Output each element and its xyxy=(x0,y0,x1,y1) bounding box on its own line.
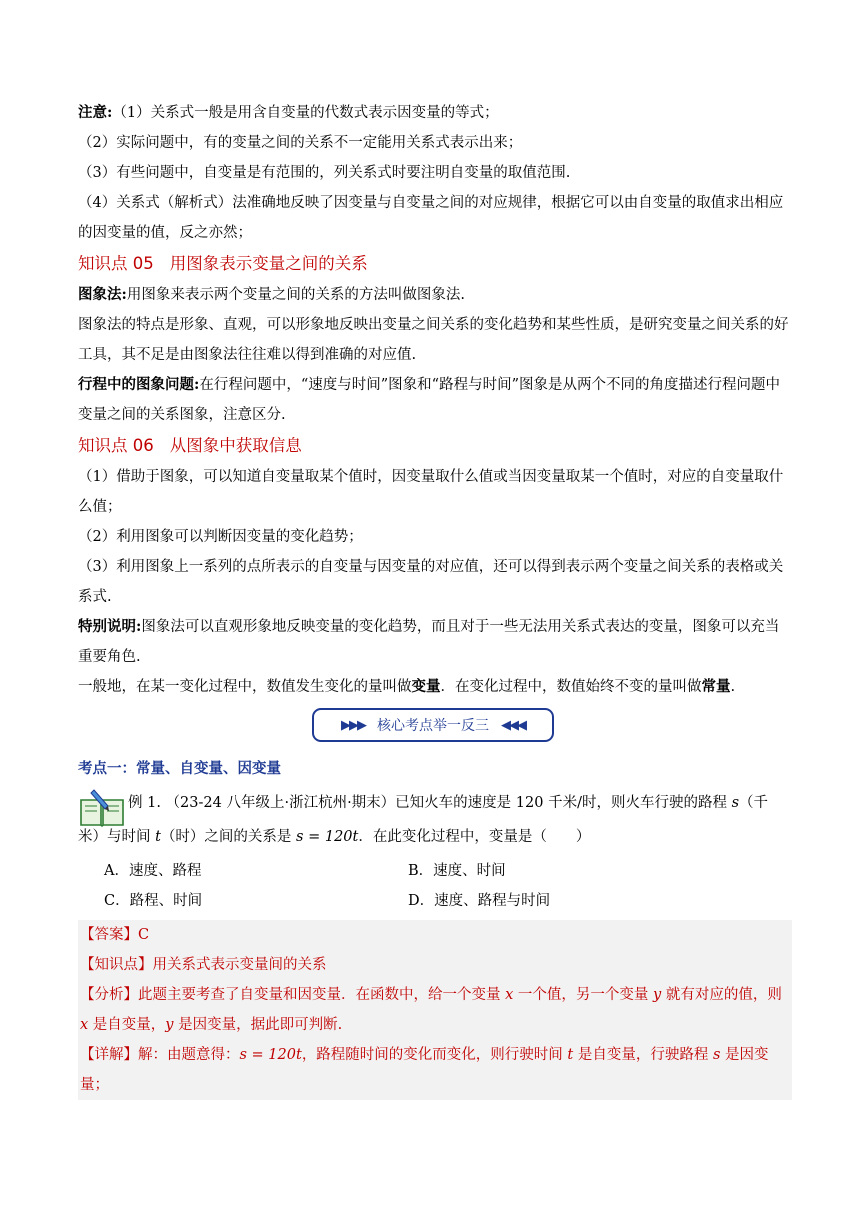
formula: s = 120t xyxy=(296,829,359,845)
example-1-line-2: 米）与时间 t（时）之间的关系是 s = 120t．在此变化过程中，变量是（ ） xyxy=(78,829,591,845)
book-pencil-icon xyxy=(78,788,126,828)
left-arrows-icon: ◀◀◀ xyxy=(501,717,525,733)
option-b[interactable]: B．速度、时间 xyxy=(408,863,506,879)
section-06-heading: 知识点 06 从图象中获取信息 xyxy=(78,436,302,455)
topic-1-heading: 考点一：常量、自变量、因变量 xyxy=(78,761,281,777)
core-topics-banner xyxy=(312,708,554,742)
core-topics-banner-wrap xyxy=(78,702,792,754)
note-3: （3）有些问题中，自变量是有范围的，列关系式时要注明自变量的取值范围. xyxy=(78,165,571,181)
solution-box xyxy=(78,920,792,1100)
section-05-heading: 知识点 05 用图象表示变量之间的关系 xyxy=(78,254,368,273)
note-2: （2）实际问题中，有的变量之间的关系不一定能用关系式表示出来； xyxy=(78,135,523,151)
info-point-2: （2）利用图象可以判断因变量的变化趋势； xyxy=(78,529,363,545)
special-note: 特别说明:图象法可以直观形象地反映变量的变化趋势，而且对于一些无法用关系式表达的变量，图象可以充当重要角色. xyxy=(78,618,780,665)
note-1: 注意:（1）关系式一般是用含自变量的代数式表示因变量的等式； xyxy=(78,104,499,121)
analysis-paragraph: 【分析】此题主要考查了自变量和因变量．在函数中，给一个变量 x 一个值，另一个变量 y 就有对应的值，则 x 是自变量，y 是因变量，据此即可判断. xyxy=(80,987,782,1033)
example-1 xyxy=(78,788,792,818)
graph-method-features: 图象法的特点是形象、直观，可以形象地反映出变量之间关系的变化趋势和某些性质，是研究变量之间关系的好工具，其不足是由图象法往往难以得到准确的对应值. xyxy=(78,317,789,363)
note-label: 注意: xyxy=(78,104,113,121)
knowledge-point-line: 【知识点】用关系式表示变量间的关系 xyxy=(80,957,327,973)
right-arrows-icon: ▶▶▶ xyxy=(341,717,365,733)
option-a[interactable]: A．速度、路程 xyxy=(104,863,202,879)
note-4: （4）关系式（解析式）法准确地反映了因变量与自变量之间的对应规律，根据它可以由自变量的取值求出相应的因变量的值，反之亦然； xyxy=(78,195,784,241)
detail-paragraph: 【详解】解：由题意得：s = 120t，路程随时间的变化而变化，则行驶时间 t 是自变量，行驶路程 s 是因变量； xyxy=(80,1047,769,1093)
option-c[interactable]: C．路程、时间 xyxy=(104,893,203,909)
example-1-options xyxy=(78,856,792,916)
page-content xyxy=(78,98,792,1100)
banner-title: 核心考点举一反三 xyxy=(377,718,489,734)
graph-method-definition: 图象法:用图象来表示两个变量之间的关系的方法叫做图象法. xyxy=(78,286,465,303)
option-d[interactable]: D．速度、路程与时间 xyxy=(408,893,551,909)
general-definition: 一般地，在某一变化过程中，数值发生变化的量叫做变量．在变化过程中，数值始终不变的量叫做常量. xyxy=(78,678,736,695)
answer-line: 【答案】C xyxy=(80,927,150,943)
info-point-1: （1）借助于图象，可以知道自变量取某个值时，因变量取什么值或当因变量取某一个值时，对应的自变量取什么值； xyxy=(78,469,784,515)
travel-graph-problem: 行程中的图象问题:在行程问题中，“速度与时间”图象和“路程与时间”图象是从两个不同的角度描述行程问题中变量之间的关系图象，注意区分. xyxy=(78,376,781,423)
example-1-line-1: 例 1. （23-24 八年级上·浙江杭州·期末）已知火车的速度是 120 千米/时，则火车行驶的路程 s（千 xyxy=(128,795,769,811)
info-point-3: （3）利用图象上一系列的点所表示的自变量与因变量的对应值，还可以得到表示两个变量之间关系的表格或关系式. xyxy=(78,559,784,605)
